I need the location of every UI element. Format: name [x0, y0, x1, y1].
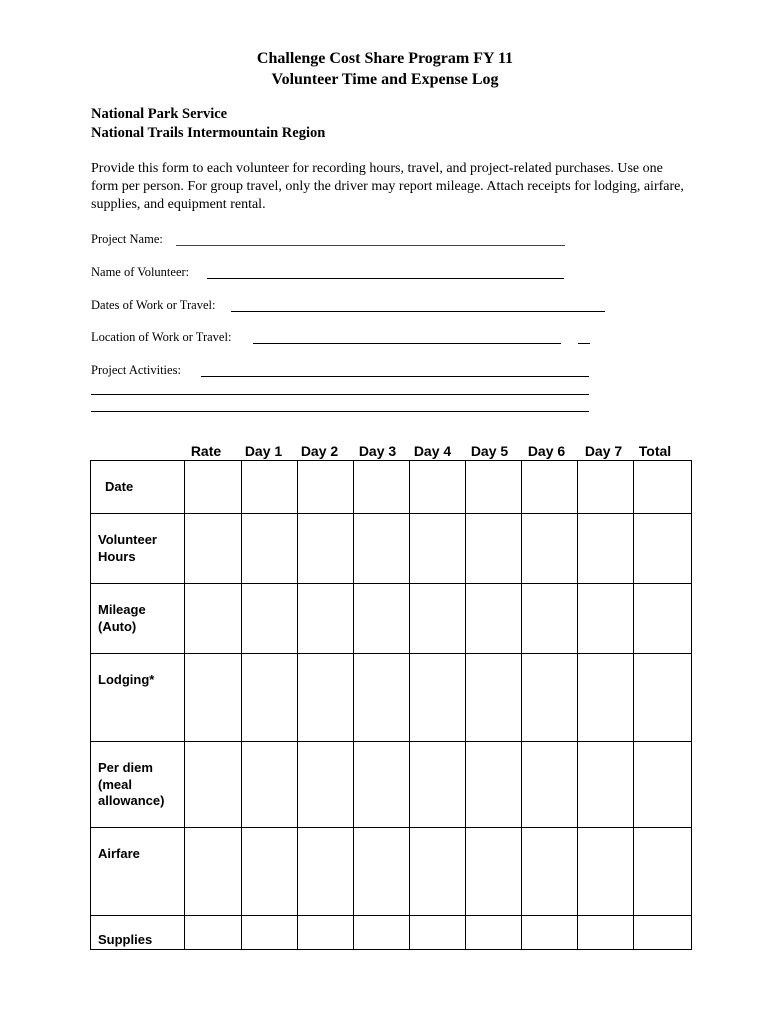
cell-total[interactable] [634, 584, 692, 654]
cell-day4[interactable] [410, 916, 466, 950]
cell-day3[interactable] [354, 584, 410, 654]
row-label-text: Per diem (meal allowance) [98, 760, 165, 808]
cell-day7[interactable] [578, 742, 634, 828]
cell-day1[interactable] [242, 584, 298, 654]
cell-day5[interactable] [466, 584, 522, 654]
col-header-day1: Day 1 [244, 443, 283, 459]
col-header-day5: Day 5 [470, 443, 509, 459]
cell-day5[interactable] [466, 916, 522, 950]
cell-day7[interactable] [578, 828, 634, 916]
cell-day5[interactable] [466, 742, 522, 828]
cell-day4[interactable] [410, 742, 466, 828]
table-row [91, 828, 692, 916]
cell-total[interactable] [634, 742, 692, 828]
row-label-lodging [91, 654, 185, 742]
cell-rate[interactable] [185, 514, 242, 584]
col-header-day7: Day 7 [584, 443, 623, 459]
dates-label: Dates of Work or Travel: [91, 298, 216, 312]
col-header-day6: Day 6 [527, 443, 566, 459]
cell-day5[interactable] [466, 461, 522, 514]
cell-day1[interactable] [242, 828, 298, 916]
cell-day2[interactable] [298, 828, 354, 916]
cell-day2[interactable] [298, 916, 354, 950]
region-name: National Trails Intermountain Region [91, 125, 326, 141]
cell-day4[interactable] [410, 514, 466, 584]
cell-rate[interactable] [185, 654, 242, 742]
cell-day2[interactable] [298, 654, 354, 742]
cell-day4[interactable] [410, 461, 466, 514]
cell-day6[interactable] [522, 654, 578, 742]
cell-day3[interactable] [354, 828, 410, 916]
cell-day6[interactable] [522, 461, 578, 514]
cell-total[interactable] [634, 828, 692, 916]
cell-day6[interactable] [522, 742, 578, 828]
row-label-text: Date [105, 479, 134, 494]
cell-day1[interactable] [242, 654, 298, 742]
cell-day3[interactable] [354, 461, 410, 514]
cell-day1[interactable] [242, 461, 298, 514]
cell-day5[interactable] [466, 828, 522, 916]
cell-rate[interactable] [185, 461, 242, 514]
cell-day7[interactable] [578, 916, 634, 950]
volunteer-name-field[interactable] [207, 278, 564, 279]
cell-day6[interactable] [522, 584, 578, 654]
cell-day6[interactable] [522, 916, 578, 950]
dates-field[interactable] [231, 311, 605, 312]
cell-day5[interactable] [466, 514, 522, 584]
activities-label: Project Activities: [91, 363, 181, 377]
row-label-text: Supplies [98, 932, 153, 947]
cell-day1[interactable] [242, 742, 298, 828]
col-header-day2: Day 2 [300, 443, 339, 459]
table-row [91, 916, 692, 950]
location-field-extra[interactable] [578, 343, 590, 344]
cell-day2[interactable] [298, 742, 354, 828]
cell-day7[interactable] [578, 461, 634, 514]
location-field[interactable] [253, 343, 561, 344]
cell-day3[interactable] [354, 916, 410, 950]
instructions-text: Provide this form to each volunteer for recording hours, travel, and project-related purchases. Use one form per person. For group travel, only the driver may report mileage. Attach receipts for lodging, airfare, supplies, and equipment rental. [91, 161, 684, 212]
cell-day7[interactable] [578, 584, 634, 654]
cell-total[interactable] [634, 654, 692, 742]
row-label-text: Airfare [98, 846, 140, 861]
cell-rate[interactable] [185, 584, 242, 654]
cell-day2[interactable] [298, 461, 354, 514]
cell-total[interactable] [634, 514, 692, 584]
activities-field-line3[interactable] [91, 411, 589, 412]
cell-day2[interactable] [298, 584, 354, 654]
cell-day4[interactable] [410, 584, 466, 654]
activities-field-line2[interactable] [91, 394, 589, 395]
cell-day6[interactable] [522, 514, 578, 584]
table-row [91, 584, 692, 654]
col-header-day4: Day 4 [413, 443, 452, 459]
table-row [91, 742, 692, 828]
cell-rate[interactable] [185, 828, 242, 916]
cell-day4[interactable] [410, 654, 466, 742]
form-title: Challenge Cost Share Program FY 11 [256, 50, 514, 67]
location-label: Location of Work or Travel: [91, 330, 232, 344]
project-name-field[interactable] [176, 245, 565, 246]
cell-day5[interactable] [466, 654, 522, 742]
form-subtitle: Volunteer Time and Expense Log [271, 71, 499, 88]
cell-day3[interactable] [354, 654, 410, 742]
cell-day1[interactable] [242, 916, 298, 950]
row-label-supplies [91, 916, 185, 950]
volunteer-name-label: Name of Volunteer: [91, 265, 190, 279]
expense-log-table [90, 460, 692, 950]
cell-day4[interactable] [410, 828, 466, 916]
cell-day6[interactable] [522, 828, 578, 916]
row-label-text: Lodging* [98, 672, 155, 687]
col-header-day3: Day 3 [358, 443, 397, 459]
cell-day3[interactable] [354, 514, 410, 584]
row-label-text: Volunteer Hours [98, 532, 157, 564]
table-row [91, 654, 692, 742]
row-label-volunteer-hours [91, 514, 185, 584]
table-row [91, 461, 692, 514]
col-header-rate: Rate [190, 443, 222, 459]
col-header-total: Total [638, 443, 672, 459]
cell-day3[interactable] [354, 742, 410, 828]
agency-name: National Park Service [91, 106, 228, 122]
cell-day1[interactable] [242, 514, 298, 584]
cell-day2[interactable] [298, 514, 354, 584]
cell-day7[interactable] [578, 654, 634, 742]
row-label-airfare [91, 828, 185, 916]
cell-total[interactable] [634, 916, 692, 950]
cell-total[interactable] [634, 461, 692, 514]
cell-rate[interactable] [185, 916, 242, 950]
row-label-date [91, 461, 185, 514]
row-label-mileage [91, 584, 185, 654]
cell-rate[interactable] [185, 742, 242, 828]
table-row [91, 514, 692, 584]
activities-field-line1[interactable] [201, 376, 589, 377]
row-label-per-diem [91, 742, 185, 828]
cell-day7[interactable] [578, 514, 634, 584]
row-label-text: Mileage (Auto) [98, 602, 146, 634]
project-name-label: Project Name: [91, 232, 163, 246]
